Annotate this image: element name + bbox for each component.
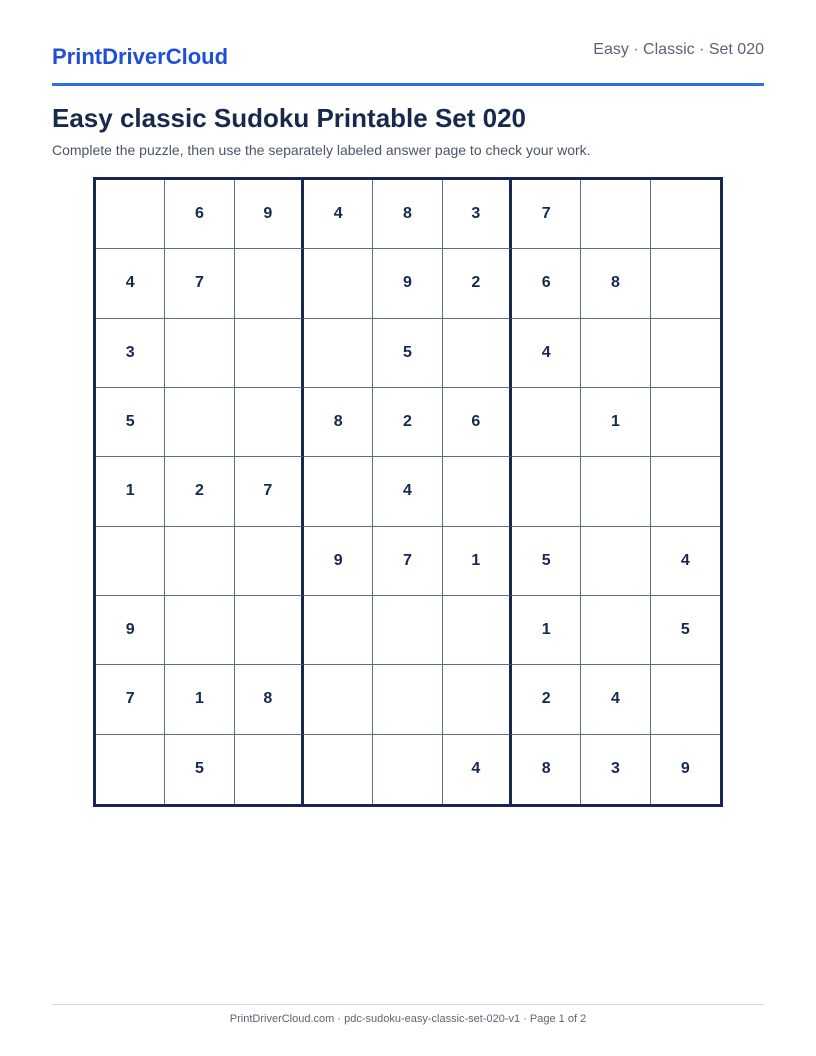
sudoku-cell[interactable] [304,249,373,318]
sudoku-cell[interactable] [235,249,304,318]
sudoku-cell[interactable]: 4 [373,457,442,526]
sudoku-cell[interactable] [165,527,234,596]
sudoku-cell[interactable]: 1 [443,527,512,596]
sudoku-cell[interactable]: 5 [165,735,234,804]
sudoku-cell[interactable]: 7 [512,180,581,249]
sudoku-cell[interactable]: 2 [165,457,234,526]
page-footer: PrintDriverCloud.com · pdc-sudoku-easy-classic-set-020-v1 · Page 1 of 2 [229,1013,587,1025]
sudoku-cell[interactable]: 6 [443,388,512,457]
sudoku-cell[interactable] [581,596,650,665]
sudoku-cell[interactable]: 7 [96,665,165,734]
sudoku-cell[interactable] [581,180,650,249]
sudoku-cell[interactable]: 9 [235,180,304,249]
sudoku-cell[interactable] [581,457,650,526]
sudoku-cell[interactable]: 9 [680,760,690,778]
sudoku-cell[interactable] [373,665,442,734]
sudoku-cell[interactable]: 2 [443,249,512,318]
sudoku-cell[interactable] [235,735,304,804]
site-header [52,38,764,86]
sudoku-cell[interactable]: 4 [651,527,720,596]
sudoku-cell[interactable] [235,596,304,665]
page-title: Easy classic Sudoku Printable Set 020 [52,103,527,133]
sudoku-cell[interactable] [304,457,373,526]
sudoku-cell[interactable] [165,388,234,457]
sudoku-cell[interactable] [165,319,234,388]
sudoku-cell[interactable] [235,319,304,388]
sudoku-cell[interactable]: 3 [96,319,165,388]
sudoku-cell[interactable] [96,527,165,596]
brand-logo[interactable]: PrintDriverCloud [52,44,229,69]
sudoku-cell[interactable]: 3 [581,735,650,804]
sudoku-cell[interactable]: 4 [96,249,165,318]
sudoku-cell[interactable] [304,319,373,388]
sudoku-cell[interactable]: 4 [512,319,581,388]
sudoku-cell[interactable]: 8 [373,180,442,249]
sudoku-cell[interactable]: 6 [512,249,581,318]
sudoku-cell[interactable] [96,735,165,804]
sudoku-cell[interactable] [96,180,165,249]
sudoku-cell[interactable]: 1 [165,665,234,734]
sudoku-cell[interactable]: 8 [512,735,581,804]
sudoku-cell[interactable]: 5 [96,388,165,457]
sudoku-cell[interactable]: 1 [581,388,650,457]
sudoku-cell[interactable] [651,249,720,318]
sudoku-cell[interactable]: 4 [581,665,650,734]
sudoku-cell[interactable] [373,735,442,804]
sudoku-cell[interactable]: 4 [443,735,512,804]
sudoku-cell[interactable] [443,596,512,665]
sudoku-cell[interactable] [235,527,304,596]
sudoku-cell[interactable]: 8 [581,249,650,318]
sudoku-cell[interactable] [443,665,512,734]
sudoku-cell[interactable] [651,457,720,526]
sudoku-cell[interactable] [651,665,720,734]
sudoku-cell[interactable] [651,319,720,388]
sudoku-cell[interactable]: 7 [373,527,442,596]
sudoku-cell[interactable]: 2 [512,665,581,734]
sudoku-cell[interactable]: 6 [165,180,234,249]
sudoku-cell[interactable]: 8 [235,665,304,734]
sudoku-cell[interactable] [304,596,373,665]
sudoku-cell[interactable]: 5 [373,319,442,388]
sudoku-cell[interactable] [581,527,650,596]
sudoku-cell[interactable]: 7 [165,249,234,318]
sudoku-cell[interactable] [304,735,373,804]
sudoku-cell[interactable]: 9 [304,527,373,596]
sudoku-cell[interactable] [651,180,720,249]
sudoku-cell[interactable] [165,596,234,665]
sudoku-cell[interactable]: 4 [304,180,373,249]
sudoku-cell[interactable]: 9 [373,249,442,318]
sudoku-cell[interactable]: 8 [304,388,373,457]
footer-divider [52,1004,764,1005]
sudoku-cell[interactable]: 3 [443,180,512,249]
sudoku-cell[interactable] [235,388,304,457]
sudoku-cell[interactable]: 2 [373,388,442,457]
sudoku-cell[interactable] [443,457,512,526]
sudoku-grid [93,177,723,807]
sudoku-cell[interactable] [581,319,650,388]
sudoku-cell[interactable] [304,665,373,734]
sudoku-cell[interactable]: 1 [512,596,581,665]
sudoku-cell[interactable]: 1 [96,457,165,526]
sudoku-cell[interactable] [651,388,720,457]
sudoku-cell[interactable]: 7 [235,457,304,526]
sudoku-cell[interactable] [443,319,512,388]
sudoku-cell[interactable]: 9 [96,596,165,665]
page-subtitle: Complete the puzzle, then use the separately labeled answer page to check your work. [52,142,591,158]
sudoku-cell[interactable] [512,457,581,526]
sudoku-cell[interactable]: 5 [651,596,720,665]
sudoku-cell[interactable] [512,388,581,457]
sudoku-cell[interactable]: 5 [512,527,581,596]
sudoku-cell[interactable] [373,596,442,665]
breadcrumb: Easy · Classic · Set 020 [593,41,764,58]
